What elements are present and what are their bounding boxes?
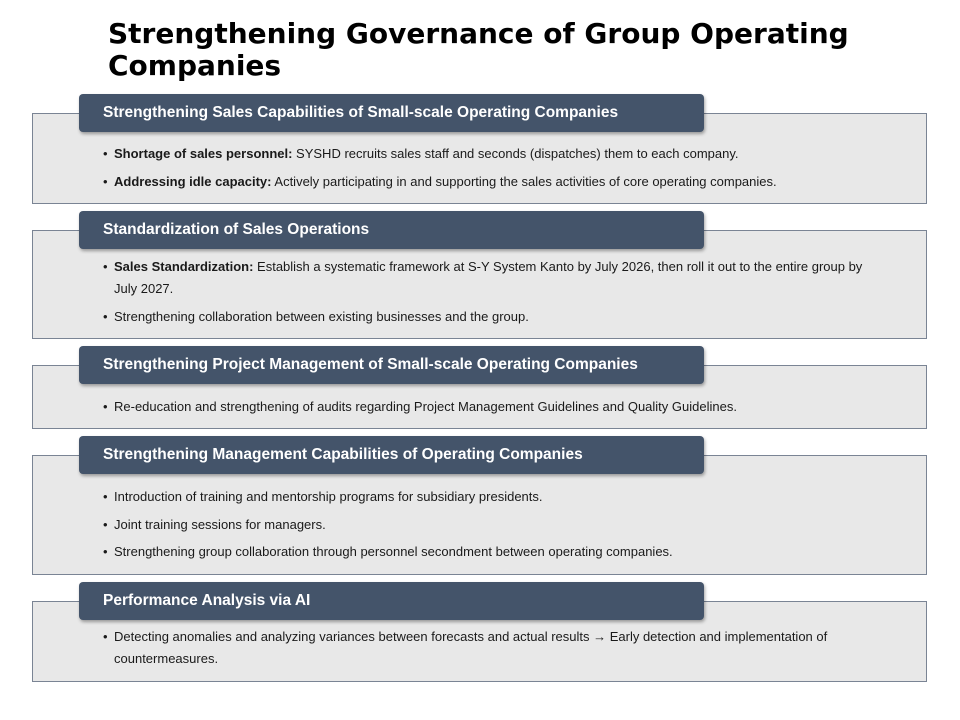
bullet-text: SYSHD recruits sales staff and seconds (dispatches) them to each company. [292, 146, 739, 161]
bullet-text: Introduction of training and mentorship programs for subsidiary presidents. [114, 489, 543, 504]
list-item [103, 486, 863, 508]
page-title: Strengthening Governance of Group Operating Companies [108, 17, 849, 82]
bullet-text: Joint training sessions for managers. [114, 516, 326, 532]
section-header-management-capabilities: Strengthening Management Capabilities of Operating Companies [79, 436, 704, 474]
section-header-ai-analysis: Performance Analysis via AI [79, 582, 704, 620]
section-header-sales-standardization: Standardization of Sales Operations [79, 211, 704, 249]
bullet-text: Strengthening collaboration between existing businesses and the group. [114, 308, 529, 324]
list-item [103, 541, 863, 563]
list-item [103, 396, 863, 418]
list-item [103, 171, 863, 193]
bullet-text: Detecting anomalies and analyzing variances between forecasts and actual results → Early detection and implementation of countermeasures. [114, 629, 828, 666]
bullet-list-ai-analysis [103, 626, 863, 676]
bullet-text: Strengthening group collaboration through personnel secondment between operating companies. [114, 544, 673, 559]
bullet-label: Addressing idle capacity: [114, 173, 272, 189]
bullet-label: Shortage of sales personnel: [114, 146, 293, 161]
list-item [103, 256, 863, 300]
bullet-list-sales-capabilities [103, 143, 863, 198]
list-item [103, 306, 863, 328]
section-header-project-management: Strengthening Project Management of Small-scale Operating Companies [79, 346, 704, 384]
bullet-list-management-capabilities [103, 486, 863, 569]
list-item [103, 626, 863, 670]
list-item [103, 143, 863, 165]
bullet-label: Sales Standardization: [114, 259, 254, 274]
bullet-text: Actively participating in and supporting the sales activities of core operating companies. [271, 173, 777, 189]
section-header-sales-capabilities: Strengthening Sales Capabilities of Small-scale Operating Companies [79, 94, 704, 132]
bullet-text: Re-education and strengthening of audits regarding Project Management Guidelines and Quality Guidelines. [114, 399, 737, 414]
bullet-list-sales-standardization [103, 256, 863, 333]
bullet-text: Establish a systematic framework at S-Y System Kanto by July 2026, then roll it out to the entire group by July 2027. [114, 259, 863, 296]
list-item [103, 514, 863, 536]
bullet-list-project-management [103, 396, 863, 424]
